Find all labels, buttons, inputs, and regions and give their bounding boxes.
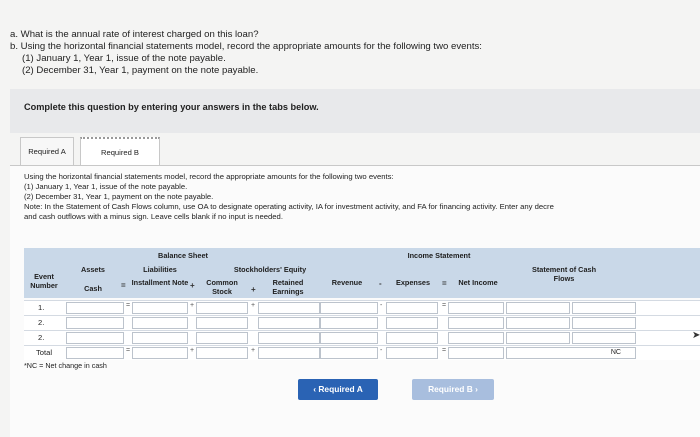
instruction-note: Note: In the Statement of Cash Flows column, use OA to designate operating activity, IA for investment activity, and FA for financing activity. Enter any decre: [24, 202, 554, 211]
plus-sign: +: [251, 302, 256, 309]
previous-tab-button[interactable]: [298, 379, 378, 400]
equals-sign: =: [126, 302, 131, 309]
expenses-total: [386, 347, 438, 359]
row-label: 2.: [38, 318, 45, 327]
horizontal-model-table: [24, 248, 700, 360]
minus-sign: -: [380, 302, 383, 309]
header-installment-note: Installment Note: [131, 278, 189, 287]
header-balance-sheet: Balance Sheet: [158, 251, 208, 260]
header-revenue: Revenue: [331, 278, 363, 287]
instruction-line: Using the horizontal financial statements model, record the appropriate amounts for the following two events:: [24, 172, 394, 181]
header-stockholders-equity: Stockholders' Equity: [233, 265, 307, 274]
plus-sign: +: [190, 302, 195, 309]
cash-flow-input[interactable]: [506, 332, 570, 344]
equals-sign: =: [442, 347, 447, 354]
question-b-event-2: (2) December 31, Year 1, payment on the note payable.: [22, 65, 259, 76]
revenue-input[interactable]: [320, 302, 378, 314]
common-stock-total: [196, 347, 248, 359]
expenses-input[interactable]: [386, 332, 438, 344]
minus-sign: -: [380, 347, 383, 354]
question-b-event-1: (1) January 1, Year 1, issue of the note payable.: [22, 53, 226, 64]
installment-note-input[interactable]: [132, 317, 188, 329]
cash-flow-input[interactable]: [506, 317, 570, 329]
retained-earnings-input[interactable]: [258, 332, 320, 344]
header-net-income: Net Income: [458, 278, 498, 287]
table-header: [24, 248, 700, 298]
instruction-banner: [10, 89, 700, 133]
cash-flow-activity-select[interactable]: [572, 332, 636, 344]
header-expenses: Expenses: [395, 278, 431, 287]
net-income-input[interactable]: [448, 302, 504, 314]
next-tab-label: Required B: [428, 384, 473, 394]
banner-text: Complete this question by entering your answers in the tabs below.: [24, 102, 319, 112]
net-income-input[interactable]: [448, 317, 504, 329]
header-liabilities: Liabilities: [143, 265, 177, 274]
plus-sign: +: [251, 347, 256, 354]
common-stock-input[interactable]: [196, 332, 248, 344]
plus-sign: +: [190, 281, 195, 290]
expenses-input[interactable]: [386, 302, 438, 314]
equals-sign: =: [121, 281, 126, 290]
common-stock-input[interactable]: [196, 302, 248, 314]
table-row: [24, 300, 700, 315]
header-cash-flows: Statement of Cash Flows: [531, 265, 597, 283]
cash-input[interactable]: [66, 332, 124, 344]
next-tab-button[interactable]: [412, 379, 494, 400]
tab-required-b[interactable]: Required B: [80, 137, 160, 168]
retained-earnings-input[interactable]: [258, 302, 320, 314]
revenue-input[interactable]: [320, 317, 378, 329]
revenue-input[interactable]: [320, 332, 378, 344]
net-income-total: [448, 347, 504, 359]
cash-flow-input[interactable]: [506, 302, 570, 314]
table-row: [24, 315, 700, 330]
footnote: *NC = Net change in cash: [24, 361, 107, 370]
equals-sign: =: [442, 302, 447, 309]
header-assets: Assets: [81, 265, 105, 274]
minus-sign: -: [379, 279, 382, 288]
plus-sign: +: [251, 285, 256, 294]
table-row-total: [24, 345, 700, 360]
cash-flow-activity-select[interactable]: [572, 302, 636, 314]
equals-sign: =: [126, 347, 131, 354]
chevron-right-icon: ›: [472, 384, 478, 394]
cash-flow-activity-select[interactable]: [572, 317, 636, 329]
header-income-statement: Income Statement: [407, 251, 471, 260]
cursor-icon: ➤: [692, 330, 700, 341]
retained-earnings-input[interactable]: [258, 317, 320, 329]
chevron-left-icon: ‹: [313, 384, 319, 394]
cash-input[interactable]: [66, 317, 124, 329]
instructions: [24, 172, 700, 222]
installment-note-input[interactable]: [132, 332, 188, 344]
retained-earnings-total: [258, 347, 320, 359]
installment-note-input[interactable]: [132, 302, 188, 314]
net-income-input[interactable]: [448, 332, 504, 344]
plus-sign: +: [190, 347, 195, 354]
cash-input[interactable]: [66, 302, 124, 314]
common-stock-input[interactable]: [196, 317, 248, 329]
header-common-stock: Common Stock: [206, 278, 238, 296]
row-label: 1.: [38, 303, 45, 312]
instruction-line: (1) January 1, Year 1, issue of the note payable.: [24, 182, 188, 191]
header-event-number: Event Number: [30, 272, 58, 290]
installment-note-total: [132, 347, 188, 359]
header-retained-earnings: Retained Earnings: [272, 278, 304, 296]
header-cash: Cash: [84, 284, 102, 293]
question-a: a. What is the annual rate of interest charged on this loan?: [10, 29, 259, 40]
row-label: 2.: [38, 333, 45, 342]
instruction-line: (2) December 31, Year 1, payment on the note payable.: [24, 192, 214, 201]
cash-flow-total: NC: [506, 347, 636, 359]
equals-sign: =: [442, 279, 447, 288]
tab-required-a[interactable]: Required A: [20, 137, 74, 167]
revenue-total: [320, 347, 378, 359]
question-b: b. Using the horizontal financial statements model, record the appropriate amounts for the following two events:: [10, 41, 482, 52]
table-row: [24, 330, 700, 345]
expenses-input[interactable]: [386, 317, 438, 329]
previous-tab-label: Required A: [318, 384, 363, 394]
cash-total: [66, 347, 124, 359]
instruction-line: and cash outflows with a minus sign. Leave cells blank if no input is needed.: [24, 212, 283, 221]
row-label: Total: [36, 348, 53, 357]
